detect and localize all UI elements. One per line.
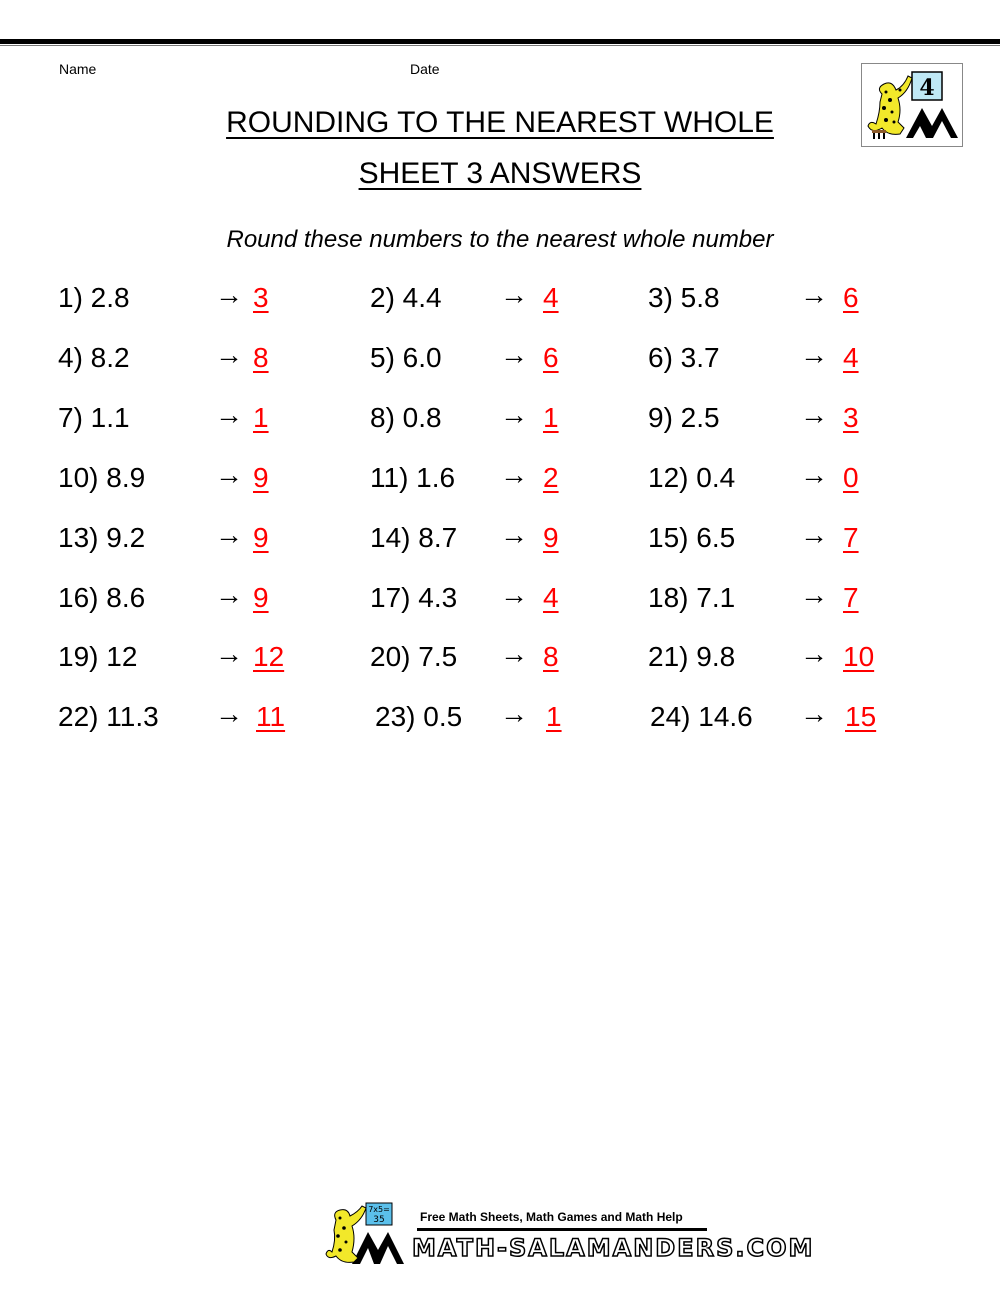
footer-divider <box>417 1228 707 1231</box>
problem-answer: 1 <box>543 402 559 433</box>
right-arrow-icon: → <box>800 698 828 729</box>
problem-answer: 8 <box>543 641 559 672</box>
right-arrow-icon: → <box>800 399 828 430</box>
problem-answer: 11 <box>256 701 286 732</box>
right-arrow-icon: → <box>500 579 528 610</box>
top-rule-thick <box>0 39 1000 44</box>
problem-question: 14) 8.7 <box>370 522 458 553</box>
footer-tagline: Free Math Sheets, Math Games and Math Help <box>420 1210 683 1224</box>
date-label: Date <box>410 61 440 77</box>
problem-answer: 4 <box>543 282 559 313</box>
right-arrow-icon: → <box>215 399 243 430</box>
right-arrow-icon: → <box>500 399 528 430</box>
problem-answer: 0 <box>843 462 859 493</box>
problem-question: 2) 4.4 <box>370 282 442 313</box>
right-arrow-icon: → <box>500 279 528 310</box>
right-arrow-icon: → <box>800 638 828 669</box>
problem-question: 23) 0.5 <box>375 701 463 732</box>
problem-answer: 8 <box>253 342 269 373</box>
footer-brand: MATH-SALAMANDERS.COM <box>412 1234 815 1262</box>
problem-answer: 6 <box>843 282 859 313</box>
right-arrow-icon: → <box>215 279 243 310</box>
problem-answer: 4 <box>543 582 559 613</box>
right-arrow-icon: → <box>500 519 528 550</box>
right-arrow-icon: → <box>500 459 528 490</box>
right-arrow-icon: → <box>215 638 243 669</box>
problem-answer: 10 <box>843 641 875 672</box>
problem-question: 1) 2.8 <box>58 282 130 313</box>
problem-answer: 3 <box>843 402 859 433</box>
problem-question: 8) 0.8 <box>370 402 442 433</box>
problem-question: 6) 3.7 <box>648 342 720 373</box>
svg-text:7x5=: 7x5= <box>368 1205 390 1214</box>
problem-question: 24) 14.6 <box>650 701 753 732</box>
instruction-text: Round these numbers to the nearest whole number <box>226 226 774 253</box>
svg-text:35: 35 <box>373 1215 385 1225</box>
right-arrow-icon: → <box>800 339 828 370</box>
footer-salamander-icon <box>322 1198 422 1268</box>
problem-answer: 2 <box>543 462 559 493</box>
problem-answer: 9 <box>253 582 269 613</box>
right-arrow-icon: → <box>215 339 243 370</box>
footer-logo <box>322 1198 815 1268</box>
problem-question: 19) 12 <box>58 641 138 672</box>
problem-answer: 7 <box>843 522 859 553</box>
right-arrow-icon: → <box>215 579 243 610</box>
problem-question: 21) 9.8 <box>648 641 736 672</box>
right-arrow-icon: → <box>215 459 243 490</box>
problem-answer: 15 <box>845 701 877 732</box>
problem-question: 10) 8.9 <box>58 462 146 493</box>
problem-answer: 1 <box>253 402 269 433</box>
problem-answer: 12 <box>253 641 285 672</box>
right-arrow-icon: → <box>500 339 528 370</box>
problem-answer: 9 <box>543 522 559 553</box>
problem-question: 4) 8.2 <box>58 342 130 373</box>
right-arrow-icon: → <box>800 279 828 310</box>
problem-question: 12) 0.4 <box>648 462 736 493</box>
worksheet-title: ROUNDING TO THE NEAREST WHOLE <box>226 106 774 139</box>
right-arrow-icon: → <box>215 519 243 550</box>
worksheet-subtitle: SHEET 3 ANSWERS <box>358 157 642 190</box>
problem-question: 20) 7.5 <box>370 641 458 672</box>
right-arrow-icon: → <box>800 459 828 490</box>
problem-answer: 4 <box>843 342 859 373</box>
right-arrow-icon: → <box>500 698 528 729</box>
problem-question: 15) 6.5 <box>648 522 736 553</box>
problem-question: 13) 9.2 <box>58 522 146 553</box>
problem-answer: 1 <box>546 701 562 732</box>
right-arrow-icon: → <box>215 698 243 729</box>
problem-answer: 9 <box>253 462 269 493</box>
problem-answer: 7 <box>843 582 859 613</box>
problem-question: 16) 8.6 <box>58 582 146 613</box>
problem-question: 3) 5.8 <box>648 282 720 313</box>
problem-question: 5) 6.0 <box>370 342 442 373</box>
right-arrow-icon: → <box>500 638 528 669</box>
right-arrow-icon: → <box>800 519 828 550</box>
problem-question: 7) 1.1 <box>58 402 130 433</box>
top-rule-thin <box>0 45 1000 46</box>
problem-answer: 9 <box>253 522 269 553</box>
name-label: Name <box>59 61 97 77</box>
svg-text:4: 4 <box>919 75 935 101</box>
problem-question: 18) 7.1 <box>648 582 736 613</box>
problem-question: 22) 11.3 <box>58 701 159 732</box>
problem-question: 11) 1.6 <box>370 462 456 493</box>
right-arrow-icon: → <box>800 579 828 610</box>
problem-question: 9) 2.5 <box>648 402 720 433</box>
problem-question: 17) 4.3 <box>370 582 458 613</box>
problem-answer: 3 <box>253 282 269 313</box>
problem-answer: 6 <box>543 342 559 373</box>
